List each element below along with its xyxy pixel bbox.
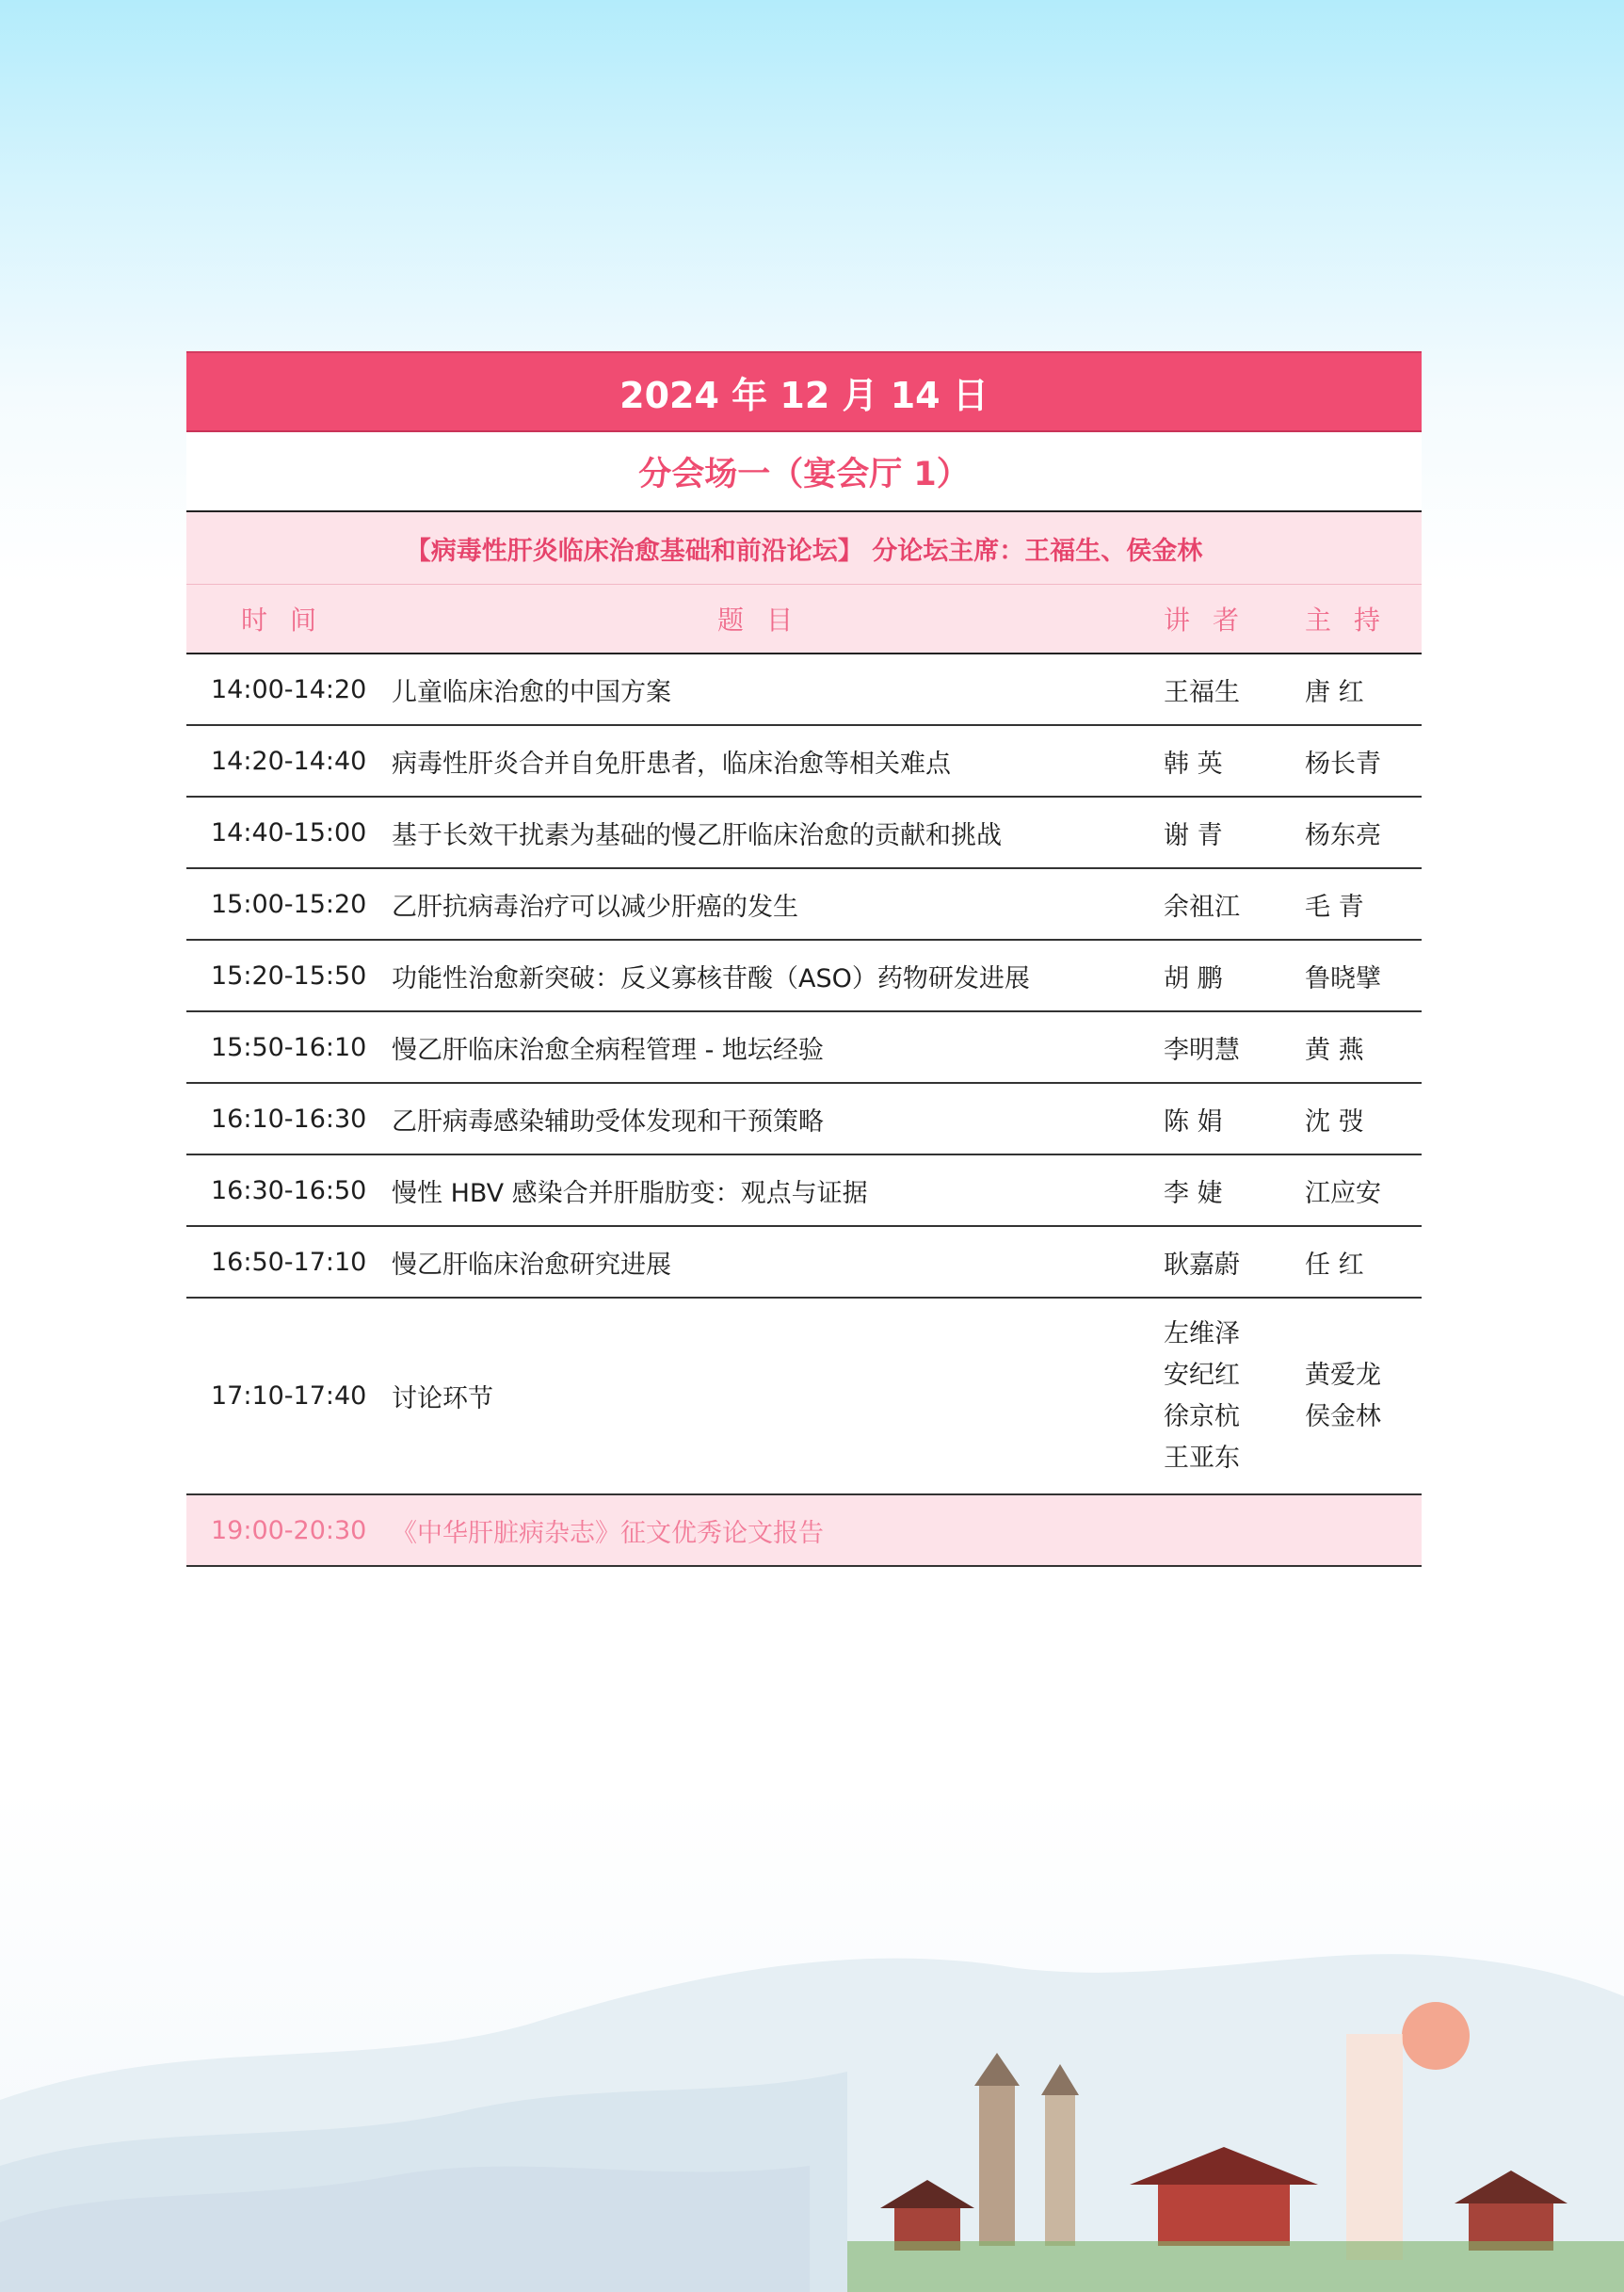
row-speaker: 李明慧	[1164, 1035, 1240, 1065]
table-row	[186, 726, 1422, 798]
row-topic: 慢性 HBV 感染合并肝脂肪变：观点与证据	[392, 1178, 868, 1208]
table-row	[186, 654, 1422, 726]
row-host: 毛 青	[1305, 892, 1364, 922]
landscape-illustration	[0, 1789, 1624, 2292]
table-row	[186, 941, 1422, 1012]
row-speaker: 韩 英	[1164, 749, 1223, 779]
ground	[847, 2241, 1624, 2292]
row-time: 15:50-16:10	[211, 1032, 367, 1062]
row-host: 唐 红	[1305, 677, 1364, 707]
row-topic: 基于长效干扰素为基础的慢乙肝临床治愈的贡献和挑战	[392, 820, 1002, 850]
table-row	[186, 1155, 1422, 1227]
column-header-row	[186, 584, 1422, 654]
discussion-hosts	[1294, 1359, 1422, 1434]
table-row	[186, 1227, 1422, 1299]
row-time: 14:40-15:00	[211, 817, 367, 847]
row-time: 15:00-15:20	[211, 889, 367, 919]
column-header-time: 时间	[241, 605, 340, 636]
row-host: 任 红	[1305, 1250, 1364, 1280]
evening-session-row	[186, 1495, 1422, 1567]
row-topic: 慢乙肝临床治愈全病程管理 - 地坛经验	[392, 1035, 824, 1065]
row-speaker: 余祖江	[1164, 892, 1240, 922]
discussion-speakers	[1152, 1317, 1294, 1476]
row-host: 江应安	[1305, 1178, 1381, 1208]
venue-title: 分会场一（宴会厅 1）	[186, 432, 1422, 512]
row-topic: 病毒性肝炎合并自免肝患者，临床治愈等相关难点	[392, 749, 951, 779]
table-row	[186, 869, 1422, 941]
table-row	[186, 1084, 1422, 1155]
row-time: 16:50-17:10	[211, 1247, 367, 1277]
row-speaker: 耿嘉蔚	[1164, 1250, 1240, 1280]
sun	[1402, 2002, 1470, 2070]
discussion-speaker: 徐京杭	[1164, 1401, 1240, 1431]
tower-glow	[1346, 2034, 1403, 2260]
row-topic: 乙肝病毒感染辅助受体发现和干预策略	[392, 1106, 824, 1137]
row-host: 杨东亮	[1305, 820, 1381, 850]
row-host: 沈 弢	[1305, 1106, 1364, 1137]
column-header-host: 主持	[1305, 605, 1404, 636]
row-time: 16:30-16:50	[211, 1175, 367, 1205]
gate-building	[1158, 2185, 1290, 2246]
row-speaker: 王福生	[1164, 677, 1240, 707]
pagoda-right	[1045, 2095, 1075, 2246]
row-time: 15:20-15:50	[211, 960, 367, 991]
discussion-topic: 讨论环节	[392, 1384, 493, 1413]
table-row	[186, 1012, 1422, 1084]
pagoda-left	[979, 2086, 1015, 2246]
row-time: 14:20-14:40	[211, 746, 367, 776]
date-header: 2024 年 12 月 14 日	[186, 351, 1422, 432]
row-host: 杨长青	[1305, 749, 1381, 779]
schedule-table	[186, 351, 1422, 1567]
row-speaker: 胡 鹏	[1164, 963, 1223, 993]
row-topic: 功能性治愈新突破：反义寡核苷酸（ASO）药物研发进展	[392, 963, 1030, 993]
table-row	[186, 798, 1422, 869]
discussion-host: 黄爱龙	[1305, 1360, 1381, 1390]
discussion-speaker: 安纪红	[1164, 1360, 1240, 1390]
row-time: 16:10-16:30	[211, 1104, 367, 1134]
row-topic: 儿童临床治愈的中国方案	[392, 677, 671, 707]
discussion-time: 17:10-17:40	[211, 1381, 367, 1411]
discussion-host: 侯金林	[1305, 1401, 1381, 1431]
discussion-speaker: 王亚东	[1164, 1443, 1240, 1473]
column-header-topic: 题目	[716, 605, 815, 636]
forum-title: 【病毒性肝炎临床治愈基础和前沿论坛】 分论坛主席：王福生、侯金林	[186, 512, 1422, 584]
evening-topic: 《中华肝脏病杂志》征文优秀论文报告	[392, 1518, 824, 1548]
evening-time: 19:00-20:30	[211, 1515, 367, 1545]
column-header-speaker: 讲者	[1164, 605, 1262, 636]
discussion-speaker: 左维泽	[1164, 1318, 1240, 1348]
discussion-row	[186, 1299, 1422, 1495]
row-speaker: 陈 娟	[1164, 1106, 1223, 1137]
row-topic: 乙肝抗病毒治疗可以减少肝癌的发生	[392, 892, 798, 922]
row-topic: 慢乙肝临床治愈研究进展	[392, 1250, 671, 1280]
row-host: 黄 燕	[1305, 1035, 1364, 1065]
row-speaker: 谢 青	[1164, 820, 1223, 850]
row-time: 14:00-14:20	[211, 674, 367, 704]
row-host: 鲁晓擘	[1305, 963, 1381, 993]
row-speaker: 李 婕	[1164, 1178, 1223, 1208]
